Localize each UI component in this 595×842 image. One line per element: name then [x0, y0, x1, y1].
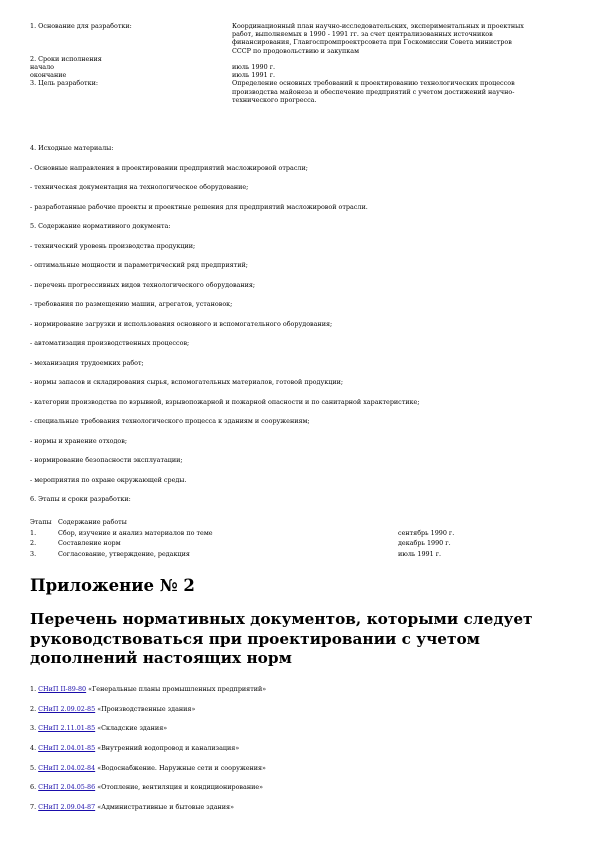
- info-value: [232, 55, 560, 63]
- list-item: - нормирование безопасности эксплуатации;: [30, 456, 183, 464]
- list-item: - автоматизация производственных процессов;: [30, 339, 190, 347]
- info-row: [30, 63, 560, 71]
- list-item: [30, 764, 266, 784]
- ref-title: «Водоснабжение. Наружные сети и сооружения»: [95, 763, 266, 772]
- ref-title: «Внутренний водопровод и канализация»: [95, 744, 240, 753]
- list-item: - оптимальные мощности и параметрический ряд предприятий;: [30, 261, 248, 269]
- ref-code-link[interactable]: СНиП 2.09.02-85: [38, 704, 96, 713]
- info-key: 1. Основание для разработки:: [30, 22, 132, 30]
- info-value-line: Определение основных требований к проектированию технологических процессов: [232, 79, 515, 88]
- ref-number: 5.: [30, 763, 37, 772]
- appendix-title: Приложение № 2: [30, 576, 195, 595]
- stage-content: Сбор, изучение и анализ материалов по теме: [58, 528, 213, 537]
- info-row: [30, 55, 560, 63]
- list-item: [30, 744, 266, 764]
- info-row: [30, 22, 560, 55]
- list-item: [30, 724, 266, 744]
- info-value-line: работ, выполняемых в 1990 - 1991 гг. за счет централизованных источников: [232, 30, 493, 39]
- stage-num: 2.: [30, 539, 37, 547]
- stage-date: июль 1991 г.: [398, 549, 442, 558]
- stage-num: 1.: [30, 528, 37, 537]
- info-value-line: производства майонеза и обеспечение предприятий с учетом достижений научно-: [232, 87, 515, 96]
- stages-table: [30, 517, 454, 559]
- info-value: июль 1991 г.: [232, 71, 276, 80]
- list-item: - требования по размещению машин, агрегатов, установок;: [30, 300, 233, 308]
- ref-code-link[interactable]: СНиП 2.04.05-86: [38, 783, 96, 792]
- stage-num: 3.: [30, 549, 37, 558]
- stage-date: декабрь 1990 г.: [398, 539, 451, 547]
- list-item: [30, 783, 266, 803]
- list-item: - специальные требования технологического процесса к зданиям и сооружениям;: [30, 417, 310, 425]
- info-value-line: финансирования, Главгоспромпроектрсовета при Госкомиссии Совета министров: [232, 38, 512, 47]
- list-item: - нормирование загрузки и использования основного и вспомогательного оборудования;: [30, 320, 333, 328]
- list-item: - категории производства по взрывной, взрывопожарной и пожарной опасности и по санитарной характеристике;: [30, 398, 420, 406]
- ref-code-link[interactable]: СНиП 2.04.01-85: [38, 744, 96, 753]
- list-item: - мероприятия по охране окружающей среды.: [30, 476, 187, 484]
- list-item: - перечень прогрессивных видов технологического оборудования;: [30, 281, 256, 289]
- info-value: [232, 22, 560, 55]
- stages-header-num: Этапы: [30, 518, 52, 526]
- info-value-line: Координационный план научно-исследовательских, экспериментальных и проектных: [232, 22, 524, 30]
- reference-list: [30, 685, 266, 823]
- list-item: [30, 705, 266, 725]
- section6-title: 6. Этапы и сроки разработки:: [30, 495, 131, 503]
- section4-title: 4. Исходные материалы:: [30, 144, 114, 152]
- stages-header-date: [398, 517, 454, 528]
- list-item: - технический уровень производства продукции;: [30, 242, 196, 250]
- stages-header-content: Содержание работы: [58, 518, 127, 526]
- ref-code-link[interactable]: СНиП II-89-80: [38, 685, 87, 693]
- stage-content: Составление норм: [58, 539, 121, 547]
- appendix-subtitle: Перечень нормативных документов, которыми следует руководствоваться при проектировании с учетом дополнений настоящих норм: [30, 610, 533, 667]
- ref-code-link[interactable]: СНиП 2.04.02-84: [38, 763, 96, 772]
- table-row: [30, 528, 454, 539]
- info-key: начало: [30, 63, 55, 72]
- list-item: - разработанные рабочие проекты и проектные решения для предприятий масложировой отрасли.: [30, 203, 368, 211]
- info-key: 3. Цель разработки:: [30, 79, 98, 88]
- info-value-line: СССР по продовольствию и закупкам: [232, 46, 360, 55]
- list-item: [30, 685, 266, 705]
- stages-header-row: [30, 517, 454, 528]
- ref-number: 4.: [30, 744, 37, 753]
- info-row: [30, 79, 560, 104]
- list-item: - механизация трудоемких работ;: [30, 359, 144, 367]
- info-table: [30, 22, 560, 104]
- ref-title: «Генеральные планы промышленных предприятий»: [86, 685, 267, 693]
- info-key: окончание: [30, 71, 67, 80]
- info-value-line: технического прогресса.: [232, 95, 317, 104]
- table-row: [30, 549, 454, 560]
- list-item: - нормы и хранение отходов;: [30, 437, 128, 445]
- info-value: [232, 79, 560, 104]
- list-item: - нормы запасов и складирования сырья, вспомогательных материалов, готовой продукции;: [30, 378, 343, 386]
- ref-code-link[interactable]: СНиП 2.11.01-85: [38, 724, 96, 733]
- list-item: - техническая документация на технологическое оборудование;: [30, 183, 249, 191]
- info-key: 2. Сроки исполнения: [30, 54, 102, 63]
- ref-title: «Складские здания»: [95, 724, 168, 733]
- list-item: - Основные направления в проектировании предприятий масложировой отрасли;: [30, 164, 308, 172]
- ref-number: 6.: [30, 783, 37, 792]
- ref-title: «Производственные здания»: [95, 704, 196, 713]
- stage-content: Согласование, утверждение, редакция: [58, 549, 190, 558]
- ref-code-link[interactable]: СНиП 2.09.04-87: [38, 803, 96, 812]
- stage-date: сентябрь 1990 г.: [398, 528, 455, 537]
- ref-number: 1.: [30, 685, 37, 693]
- table-row: [30, 538, 454, 549]
- ref-number: 3.: [30, 724, 37, 733]
- list-item: [30, 803, 266, 823]
- info-row: [30, 71, 560, 79]
- info-value: июль 1990 г.: [232, 63, 276, 72]
- ref-title: «Административные и бытовые здания»: [95, 803, 234, 812]
- section5-title: 5. Содержание нормативного документа:: [30, 222, 171, 230]
- ref-title: «Отопление, вентиляция и кондиционирование»: [95, 783, 264, 792]
- ref-number: 7.: [30, 803, 37, 812]
- ref-number: 2.: [30, 704, 37, 713]
